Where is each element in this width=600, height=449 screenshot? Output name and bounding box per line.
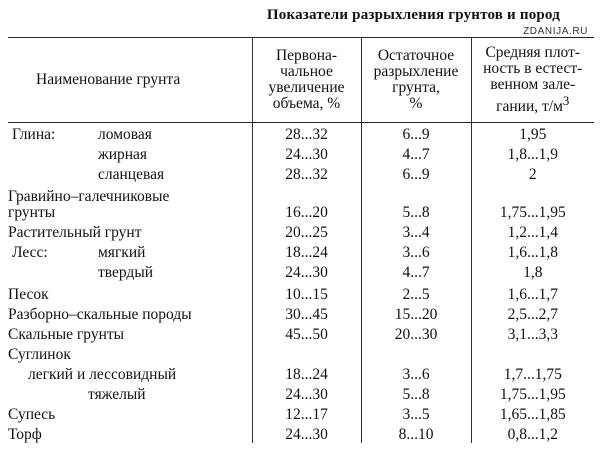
soil-name-cell — [8, 123, 252, 144]
soil-subtype: грунты — [8, 204, 56, 221]
soil-loosening-table — [8, 37, 594, 443]
header-initial-line: Первона- — [275, 47, 338, 64]
header-density-line: ность в естест- — [483, 59, 583, 77]
soil-group: Глина: — [12, 126, 56, 143]
header-density — [471, 38, 594, 123]
table-row — [8, 183, 594, 221]
header-residual-line: Остаточное — [377, 47, 455, 64]
header-residual-loosening — [361, 38, 471, 123]
residual-cell: 2...5 — [361, 281, 471, 303]
soil-group: Торф — [8, 426, 42, 443]
soil-name-cell — [8, 303, 252, 323]
table-row — [8, 383, 594, 403]
soil-subtype: жирная — [98, 146, 148, 163]
density-cell: 3,1...3,3 — [471, 323, 594, 343]
residual-cell: 4...7 — [361, 261, 471, 281]
table-row — [8, 363, 594, 383]
soil-group: Скальные грунты — [8, 326, 125, 343]
soil-name-cell — [8, 343, 252, 363]
header-initial-line: чальное — [280, 63, 333, 80]
initial-cell: 24...30 — [252, 143, 361, 163]
initial-cell: 12...17 — [252, 403, 361, 423]
table-row — [8, 123, 594, 144]
table-row — [8, 261, 594, 281]
table-row — [8, 281, 594, 303]
density-cell: 1,75...1,95 — [471, 383, 594, 403]
header-initial-line: увеличение — [268, 79, 345, 96]
initial-cell: 20...25 — [252, 221, 361, 241]
residual-cell: 3...4 — [361, 221, 471, 241]
header-soil-name — [8, 38, 252, 123]
header-initial-line: объема, % — [272, 95, 341, 112]
residual-cell: 5...8 — [361, 383, 471, 403]
soil-group: Супесь — [8, 406, 56, 423]
soil-name-cell — [8, 403, 252, 423]
density-cell: 1,2...1,4 — [471, 221, 594, 241]
residual-cell: 6...9 — [361, 123, 471, 144]
header-row — [8, 38, 594, 123]
soil-name-cell — [8, 261, 252, 281]
soil-subtype: ломовая — [98, 126, 152, 143]
watermark-text: ZDANIJA.RU — [523, 26, 588, 37]
table-row — [8, 423, 594, 443]
initial-cell: 24...30 — [252, 423, 361, 443]
header-residual-line: разрыхление — [373, 63, 459, 80]
soil-subtype: легкий и лессовидный — [28, 366, 177, 383]
soil-group: Разборно–скальные породы — [8, 306, 192, 323]
soil-name-cell — [8, 281, 252, 303]
density-cell — [471, 343, 594, 363]
initial-cell: 45...50 — [252, 323, 361, 343]
density-cell: 1,6...1,8 — [471, 241, 594, 261]
header-residual-line: % — [409, 95, 423, 112]
soil-subtype: сланцевая — [98, 166, 165, 183]
initial-cell — [252, 343, 361, 363]
density-cell: 1,75...1,95 — [471, 183, 594, 221]
header-density-line: венном зале- — [490, 75, 576, 93]
header-density-line: Средняя плот- — [485, 43, 581, 61]
initial-cell: 28...32 — [252, 123, 361, 144]
soil-group: Гравийно–галечниковые — [8, 188, 170, 205]
table-row — [8, 221, 594, 241]
soil-name-cell — [8, 183, 252, 221]
soil-name-cell — [8, 383, 252, 403]
residual-cell: 4...7 — [361, 143, 471, 163]
table-row — [8, 303, 594, 323]
density-cell: 1,8...1,9 — [471, 143, 594, 163]
soil-subtype: тяжелый — [88, 386, 146, 403]
density-cell: 2,5...2,7 — [471, 303, 594, 323]
soil-subtype: мягкий — [98, 244, 146, 261]
table-row — [8, 403, 594, 423]
density-cell: 1,95 — [471, 123, 594, 144]
soil-subtype: твердый — [98, 264, 154, 281]
residual-cell: 15...20 — [361, 303, 471, 323]
soil-name-cell — [8, 241, 252, 261]
header-initial-increase — [252, 38, 361, 123]
initial-cell: 10...15 — [252, 281, 361, 303]
soil-name-cell — [8, 221, 252, 241]
table-caption: Показатели разрыхления грунтов и пород — [266, 7, 560, 23]
residual-cell: 3...5 — [361, 403, 471, 423]
initial-cell: 18...24 — [252, 241, 361, 261]
residual-cell — [361, 343, 471, 363]
header-density-exponent: 3 — [562, 92, 570, 108]
soil-group: Суглинок — [8, 346, 71, 363]
residual-cell: 5...8 — [361, 183, 471, 221]
soil-name-cell — [8, 143, 252, 163]
soil-group: Растительный грунт — [8, 224, 142, 241]
header-residual-line: грунта, — [392, 79, 440, 96]
density-cell: 1,6...1,7 — [471, 281, 594, 303]
soil-group: Лесс: — [12, 244, 48, 261]
table-row — [8, 143, 594, 163]
residual-cell: 3...6 — [361, 363, 471, 383]
header-soil-name-text: Наименование грунта — [36, 71, 181, 88]
density-cell: 2 — [471, 163, 594, 183]
initial-cell: 18...24 — [252, 363, 361, 383]
table-row — [8, 163, 594, 183]
soil-name-cell — [8, 423, 252, 443]
initial-cell: 30...45 — [252, 303, 361, 323]
initial-cell: 16...20 — [252, 183, 361, 221]
residual-cell: 6...9 — [361, 163, 471, 183]
density-cell: 0,8...1,2 — [471, 423, 594, 443]
table-row — [8, 323, 594, 343]
residual-cell: 20...30 — [361, 323, 471, 343]
table-row — [8, 343, 594, 363]
soil-name-cell — [8, 163, 252, 183]
soil-group: Песок — [8, 286, 49, 303]
soil-name-cell — [8, 363, 252, 383]
density-cell: 1,8 — [471, 261, 594, 281]
initial-cell: 24...30 — [252, 383, 361, 403]
header-density-line: гании, т/м — [496, 98, 563, 116]
density-cell: 1,7...1,75 — [471, 363, 594, 383]
initial-cell: 24...30 — [252, 261, 361, 281]
density-cell: 1,65...1,85 — [471, 403, 594, 423]
residual-cell: 3...6 — [361, 241, 471, 261]
initial-cell: 28...32 — [252, 163, 361, 183]
table-row — [8, 241, 594, 261]
soil-name-cell — [8, 323, 252, 343]
residual-cell: 8...10 — [361, 423, 471, 443]
